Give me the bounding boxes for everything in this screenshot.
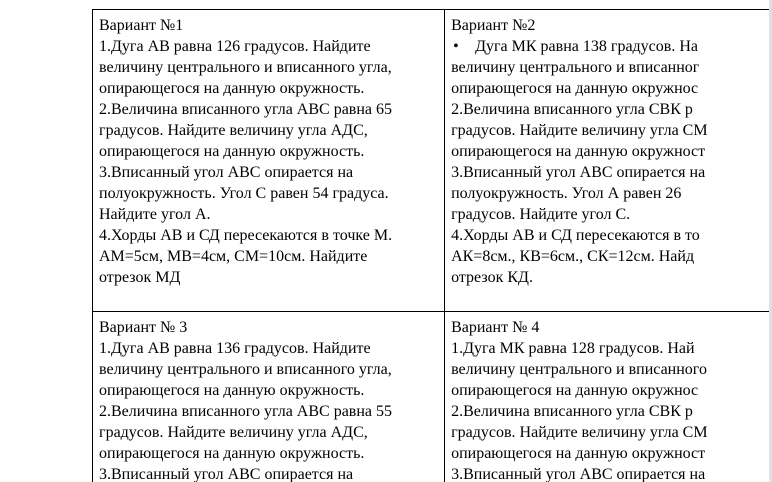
variant-1-line: опирающегося на данную окружность. <box>99 80 365 97</box>
variant-1-line: опирающегося на данную окружность. <box>99 143 365 160</box>
variant-2-line: градусов. Найдите угол С. <box>451 206 631 223</box>
variant-2-line: опирающегося на данную окружност <box>451 143 706 160</box>
variant-4-line: градусов. Найдите величину угла СМ <box>451 424 708 441</box>
variant-3-title: Вариант № 3 <box>99 319 188 336</box>
variant-1-line: величину центрального и вписанного угла, <box>99 59 392 76</box>
variant-3-line: 2.Величина вписанного угла АВС равна 55 <box>99 403 393 420</box>
variant-1-line: 2.Величина вписанного угла АВС равна 65 <box>99 101 393 118</box>
variant-1-title: Вариант №1 <box>99 17 184 34</box>
variant-1-line: отрезок МД <box>99 269 181 286</box>
variant-4-line: 3.Вписанный угол АВС опирается на <box>451 466 706 482</box>
variant-2-line: отрезок КД. <box>451 269 533 286</box>
variant-4-line: опирающегося на данную окружност <box>451 445 706 462</box>
variant-2-cell <box>445 10 772 312</box>
variant-2-line: АК=8см., КВ=6см., СК=12см. Найд <box>451 248 695 265</box>
table-row <box>93 10 772 312</box>
variant-2-first-line: Дуга МК равна 138 градусов. На <box>475 38 698 55</box>
variant-3-line: величину центрального и вписанного угла, <box>99 361 392 378</box>
variant-1-line: 3.Вписанный угол АВС опирается на <box>99 164 354 181</box>
variant-1-line: 1.Дуга АВ равна 126 градусов. Найдите <box>99 38 371 55</box>
variant-1-cell <box>93 10 445 312</box>
variant-2-title: Вариант №2 <box>451 17 536 34</box>
variant-2-line: величину центрального и вписанног <box>451 59 700 76</box>
variants-table <box>92 9 772 482</box>
variant-2-line: 3.Вписанный угол АВС опирается на <box>451 164 706 181</box>
variant-4-line: величину центрального и вписанного <box>451 361 707 378</box>
variant-4-line: 1.Дуга МК равна 128 градусов. Най <box>451 340 695 357</box>
variant-2-line: 2.Величина вписанного угла СВК р <box>451 101 693 118</box>
variant-1-line: Найдите угол А. <box>99 206 211 223</box>
variant-4-title: Вариант № 4 <box>451 319 540 336</box>
variant-4-line: опирающегося на данную окружнос <box>451 382 699 399</box>
variant-3-line: 1.Дуга АВ равна 136 градусов. Найдите <box>99 340 371 357</box>
variant-3-cell <box>93 312 445 482</box>
variant-2-first-item <box>451 36 765 57</box>
variant-2-line: полуокружность. Угол А равен 26 <box>451 185 682 202</box>
variant-3-line: опирающегося на данную окружность. <box>99 382 365 399</box>
table-row <box>93 312 772 482</box>
variant-4-cell <box>445 312 772 482</box>
variant-3-line: 3.Вписанный угол АВС опирается на <box>99 466 354 482</box>
variant-1-line: АМ=5см, МВ=4см, СМ=10см. Найдите <box>99 248 368 265</box>
variant-3-line: градусов. Найдите величину угла АДС, <box>99 424 368 441</box>
variant-2-line: градусов. Найдите величину угла СМ <box>451 122 708 139</box>
variant-1-line: полуокружность. Угол С равен 54 градуса. <box>99 185 389 202</box>
bullet-icon: • <box>453 38 459 55</box>
variant-1-line: 4.Хорды АВ и СД пересекаются в точке М. <box>99 227 393 244</box>
variant-2-line: опирающегося на данную окружнос <box>451 80 699 97</box>
variant-2-line: 4.Хорды АВ и СД пересекаются в то <box>451 227 700 244</box>
variant-4-line: 2.Величина вписанного угла СВК р <box>451 403 693 420</box>
variant-3-line: опирающегося на данную окружность. <box>99 445 365 462</box>
variant-1-line: градусов. Найдите величину угла АДС, <box>99 122 368 139</box>
